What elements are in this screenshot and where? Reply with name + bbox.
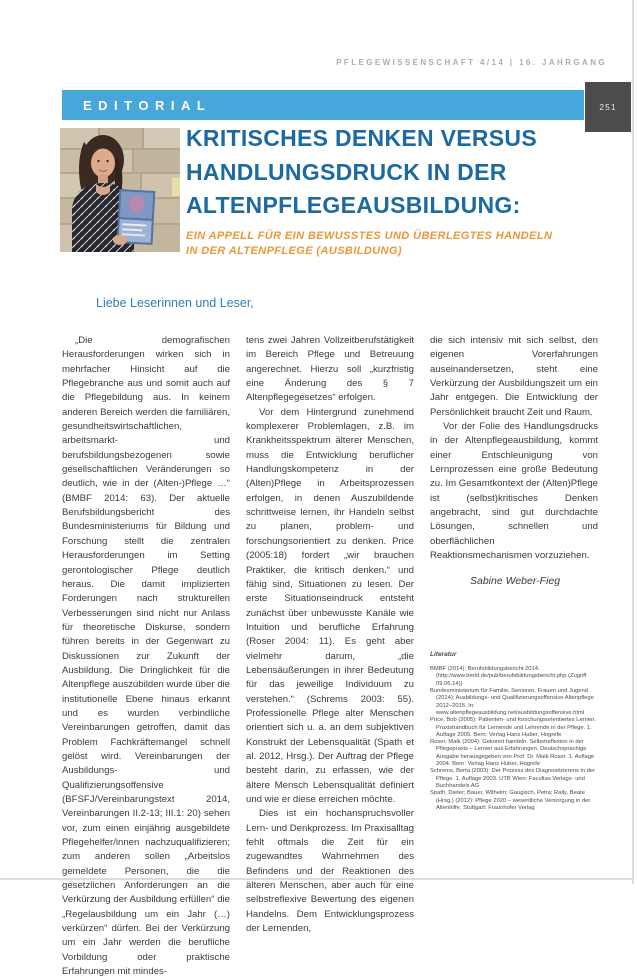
reference-entry: Roser, Maik (2004): Gekonnt handeln. Selbstreflexion in der Pflegepraxis – Lernen aus Erfahrungen. Deutschsprachige Ausgabe herausgegeben von Prof. Dr. Maik Roser. 1. Auflage 2004. Bern: Verlag Hans Huber, Hogrefe bbox=[430, 739, 595, 768]
article-subtitle-line: IN DER ALTENPFLEGE (AUSBILDUNG) bbox=[186, 244, 402, 257]
body-column-3 bbox=[430, 334, 598, 979]
body-column-2 bbox=[246, 334, 414, 979]
paragraph: Vor der Folie des Handlungsdrucks in der Altenpflegeausbildung, kommt einer Entschleunigung von Lernprozessen eine große Bedeutung zu. Im Gesamtkontext der (Alten)Pflege ist (selbst)kritisches Denken angebracht, sind gut durchdachte Lösungen, schnellen und oberflächlichen Reaktionsmechanismen vorzuziehen. bbox=[430, 421, 598, 562]
body-column-1 bbox=[62, 334, 230, 979]
portrait-illustration bbox=[60, 128, 180, 252]
page-number: 251 bbox=[599, 102, 617, 112]
article-title-line: HANDLUNGSDRUCK IN DER bbox=[186, 158, 507, 185]
paragraph: „Die demografischen Herausforderungen wirken sich in mehrfacher Hinsicht auf die Pflegebranche aus und somit auch auf die Pflegebildung aus. In keinem anderen Bereich werden die familiären, gesundheitswirtschaftlichen, arbeitsmarkt- und berufsbildungsbezogenen sowie gesellschaftlichen Veränderungen so deutlich, wie in der (Alten-)Pflege …“ (BMBF 2014: 63). Der aktuelle Berufsbildungsbericht des Bundesministeriums für Bildung und Forschung stellt die zentralen Herausforderungen im Setting gerontologischer Pflege deutlich heraus. Die damit implizierten Forderungen nach strukturellen Verbesserungen sind nicht nur Anlass für theoretische Diskurse, sondern führen bereits in der Gegenwart zu Diskussionen zur Zukunft der Ausbildung. Die Dringlichkeit für die Altenpflege auszubilden wurde über die institutionelle Ebene hinaus erkannt und es wurden verbindliche Vereinbarungen getroffen, damit das Problem Fachkräftemangel schnell gelöst wird. Vereinbarungen der Ausbildungs- und Qualifizierungsoffensive (BFSFJ/Vereinbarungstext 2014, Vereinbarungen II.2-13; III.1: 20) sehen vor, zum einen einjährig ausgebildete Pflegehelfer/innen nachzuqualifizieren; zum anderen sollen „Arbeitslos gemeldete Personen, die die gesetzlichen Anforderungen an die Verkürzung der Ausbildung erfüllen“ die „Regelausbildung um ein Jahr (…) verkürzen“ dürfen. Bei der Verkürzung um ein Jahr werden die berufliche Vorbildung oder praktische Erfahrungen mit mindes- bbox=[62, 335, 231, 978]
reference-entry: Schrems, Berta (2003): Der Prozess des Diagnostizierens in der Pflege. 1. Auflage 2003. UTB Wien: Facultas Verlags- und Buchhandels AG bbox=[430, 768, 595, 789]
paragraph: die sich intensiv mit sich selbst, den eigenen Vorerfahrungen auseinandersetzen, steht eine Verkürzung der Ausbildungszeit um ein Jahr entgegen. Die Entwicklung der Persönlichkeit braucht Zeit und Raum. bbox=[430, 335, 598, 418]
reference-entry: Price, Bob (2005): Patienten- und forschungsorientiertes Lernen. Praxishandbuch für Lernende und Lehrende in der Pflege. 1. Auflage 2005. Bern: Verlag Hans Huber, Hogrefe bbox=[430, 717, 596, 738]
reference-entry: BMBF (2014): Berufsbildungsbericht 2014. (http://www.bmbf.de/pub/berufsbildungsbericht.php (Zugriff 09.06.14)) bbox=[430, 666, 587, 687]
paragraph: Vor dem Hintergrund zunehmend komplexerer Problemlagen, z.B. im Krankheitsspektrum älterer Menschen, muss die Entwicklung beruflicher Handlungskompetenz in der (Alten)Pflege in Arbeitsprozessen erfolgen, in denen Auszubildende schrittweise lernen, ihr Handeln selbst zu planen, problem- und forschungsorientiert zu denken. Price (2005:18) fordert „wir brauchen Praktiker, die kritisch denken.“ und fähig sind, Situationen zu lesen. Der erste Situationseindruck entsteht zunächst über unbewusste Kanäle wie Intuition und berufliche Erfahrung (Roser 2004: 11). Es geht aber vielmehr darum, „die Lebensäußerungen in ihrer Bedeutung für das jeweilige Individuum zu verstehen.“ (Schrems 2003: 55). Professionelle Pflege alter Menschen orientiert sich u. a. an dem subjektiven Konstrukt der Lebensqualität (Spath et al. 2012, Hrsg.). Der Auftrag der Pflege besteht darin, zu erfassen, wie der ältere Mensch Lebensqualität definiert und wie er diese erreichen möchte. bbox=[246, 406, 414, 805]
reference-entry: Bundesministerium für Familie, Senioren, Frauen und Jugend (2014): Ausbildungs- und Qualifizierungsoffensive Altenpflege 2012–2015. In: www.altenpflegeausbildung.net/ausbildungsoffensive.html bbox=[430, 688, 594, 716]
article-title-line: KRITISCHES DENKEN VERSUS bbox=[186, 125, 537, 151]
reference-entry: Spath, Dieter; Bauer, Wilhelm; Gaugisch, Petra; Rally, Beate (Hrsg.) (2012): Pflege 2020 – wesentliche Versorgung in der Altenhilfe. Stuttgart: Fraunhofer Verlag bbox=[430, 790, 591, 811]
author-signature: Sabine Weber-Fieg bbox=[470, 574, 561, 587]
hand bbox=[113, 235, 127, 245]
literature-section bbox=[430, 648, 598, 812]
page-edge-right bbox=[632, 0, 634, 884]
author-photo bbox=[60, 128, 180, 252]
article-title-line: ALTENPFLEGEAUSBILDUNG: bbox=[186, 192, 521, 218]
article-subtitle-line: EIN APPELL FÜR EIN BEWUSSTES UND ÜBERLEGTES HANDELN bbox=[186, 229, 553, 242]
section-label: EDITORIAL bbox=[83, 97, 212, 113]
paragraph: Dies ist ein hochanspruchsvoller Lern- und Denkprozess. Im Praxisalltag fehlt oftmals die Zeit für ein zugewandtes Wahrnehmen des Befindens und der Reaktionen des älteren Menschen, aber auch für eine selbstreflexive Bewertung des eigenen Handelns. Dem Entwicklungsprozess der Lernenden, bbox=[246, 808, 414, 935]
paragraph: tens zwei Jahren Vollzeitberufstätigkeit im Bereich Pflege und Betreuung angerechnet. Hierzu soll „kurzfristig eine Änderung des § 7 Altenpflegegesetzes“ erfolgen. bbox=[246, 335, 414, 404]
journal-header: PFLEGEWISSENSCHAFT 4/14 | 16. JAHRGANG bbox=[336, 58, 607, 67]
article-title-block bbox=[186, 122, 598, 259]
article-subtitle bbox=[186, 229, 598, 259]
section-bar bbox=[62, 90, 584, 120]
literature-heading: Literatur bbox=[430, 650, 457, 658]
body-columns bbox=[62, 334, 598, 979]
salutation: Liebe Leserinnen und Leser, bbox=[96, 296, 254, 310]
